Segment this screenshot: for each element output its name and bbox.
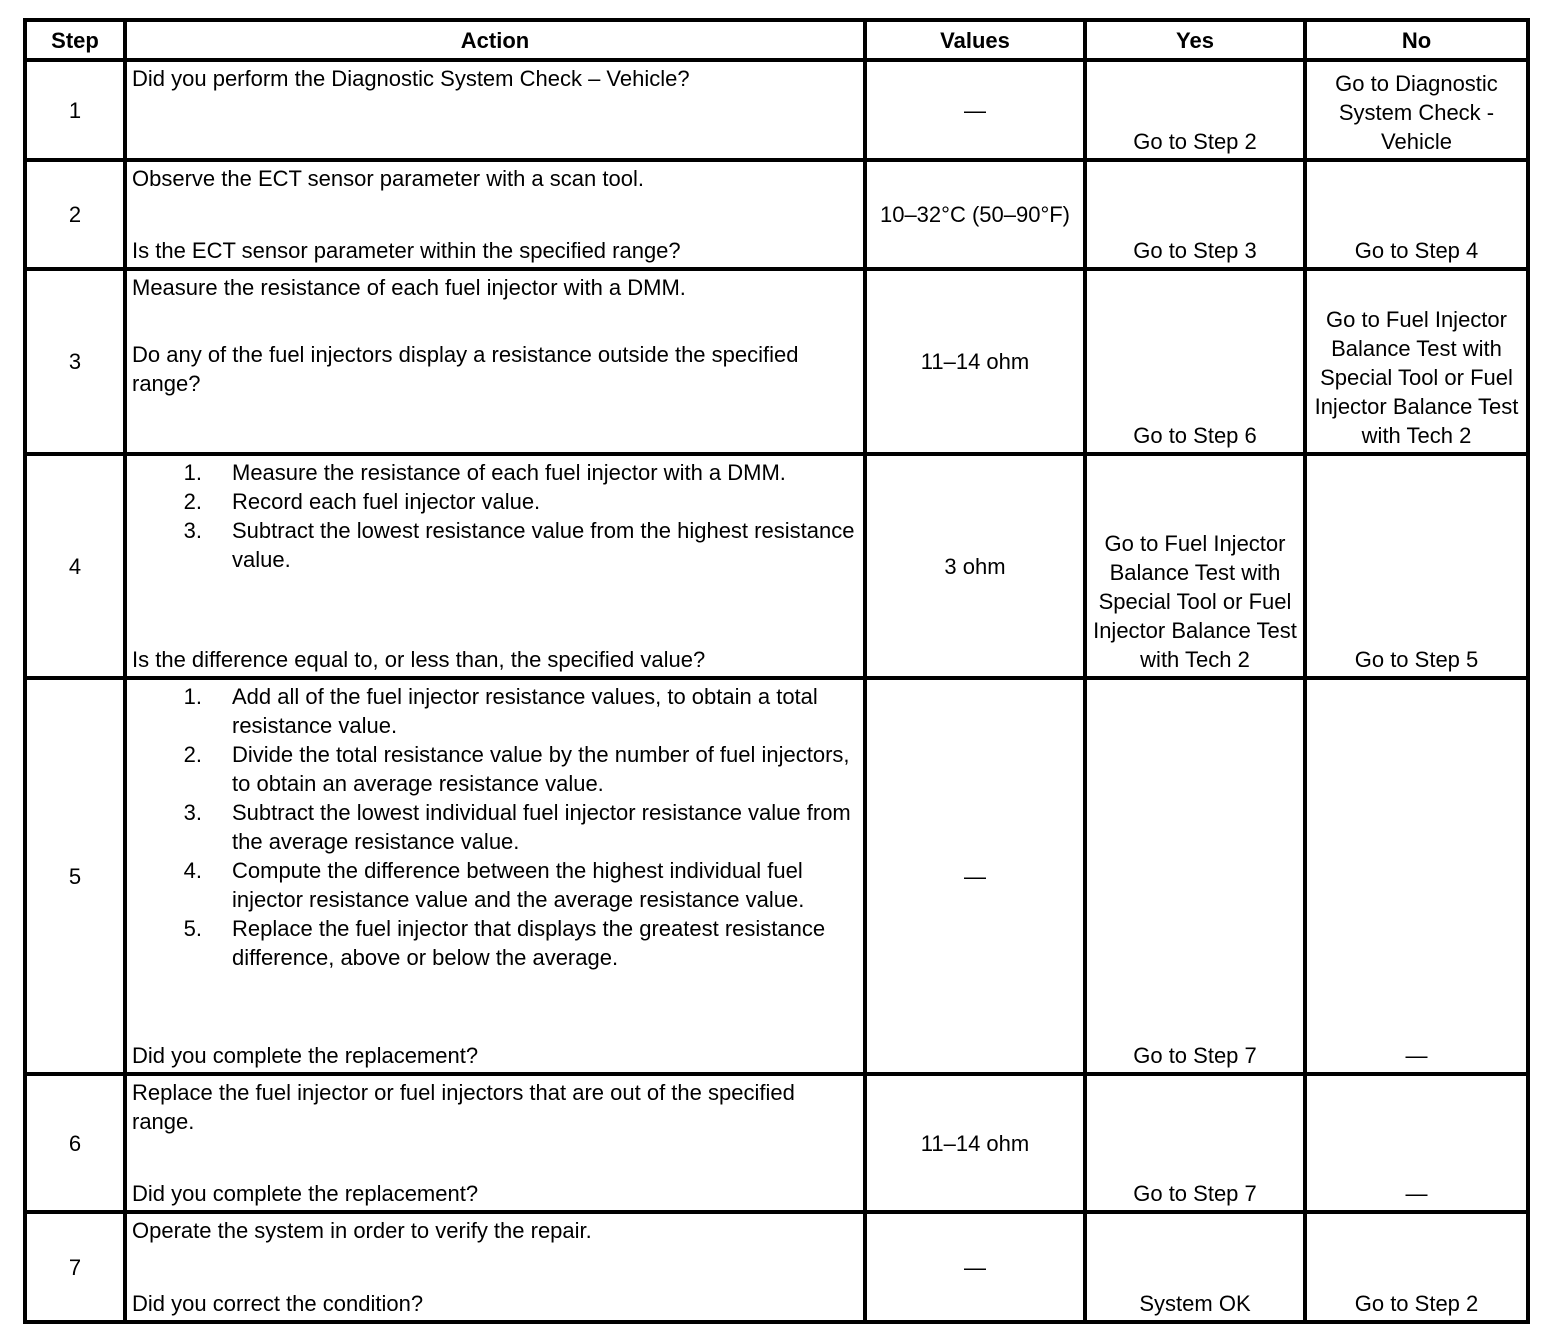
values-cell: 3 ohm: [865, 454, 1085, 678]
values-cell: 11–14 ohm: [865, 1074, 1085, 1212]
values-cell: 10–32°C (50–90°F): [865, 160, 1085, 269]
action-question: Is the ECT sensor parameter within the specified range?: [132, 238, 681, 263]
values-cell: —: [865, 678, 1085, 1074]
list-item: [132, 487, 857, 516]
list-item-number: 2.: [183, 489, 202, 514]
action-intro: Replace the fuel injector or fuel injectors that are out of the specified range.: [132, 1080, 795, 1134]
table-row: [25, 454, 1528, 678]
list-item-number: 3.: [183, 518, 202, 543]
table-row: [25, 678, 1528, 1074]
action-question: Did you complete the replacement?: [132, 1043, 479, 1068]
action-question: Is the difference equal to, or less than, the specified value?: [132, 647, 706, 672]
yes-cell: Go to Step 6: [1085, 269, 1305, 454]
diagnostic-table: [23, 18, 1530, 1324]
list-item: [132, 914, 857, 972]
list-item-number: 2.: [183, 742, 202, 767]
table-row: [25, 1074, 1528, 1212]
action-intro: Measure the resistance of each fuel injector with a DMM.: [132, 275, 686, 300]
yes-cell: Go to Step 3: [1085, 160, 1305, 269]
table-row: [25, 269, 1528, 454]
list-item-text: Compute the difference between the highest individual fuel injector resistance value and the average resistance value.: [232, 858, 805, 912]
list-item-text: Record each fuel injector value.: [232, 489, 541, 514]
list-item-text: Subtract the lowest individual fuel injector resistance value from the average resistance value.: [232, 800, 851, 854]
yes-cell: Go to Fuel Injector Balance Test with Special Tool or Fuel Injector Balance Test with Tech 2: [1085, 454, 1305, 678]
action-intro: Did you perform the Diagnostic System Check – Vehicle?: [132, 66, 690, 91]
table-row: [25, 1212, 1528, 1322]
yes-cell: Go to Step 7: [1085, 678, 1305, 1074]
action-cell: [125, 678, 865, 1074]
no-cell: Go to Step 2: [1305, 1212, 1528, 1322]
step-number: 5: [25, 678, 125, 1074]
list-item-text: Replace the fuel injector that displays the greatest resistance difference, above or below the average.: [232, 916, 826, 970]
no-cell: —: [1305, 678, 1528, 1074]
yes-cell: System OK: [1085, 1212, 1305, 1322]
action-cell: [125, 60, 865, 160]
header-row: [25, 20, 1528, 60]
action-cell: [125, 454, 865, 678]
list-item: [132, 856, 857, 914]
list-item: [132, 740, 857, 798]
step-number: 6: [25, 1074, 125, 1212]
step-number: 7: [25, 1212, 125, 1322]
yes-cell: Go to Step 2: [1085, 60, 1305, 160]
action-question: Did you correct the condition?: [132, 1291, 424, 1316]
header-yes: Yes: [1085, 20, 1305, 60]
header-no: No: [1305, 20, 1528, 60]
table-row: [25, 60, 1528, 160]
list-item-text: Subtract the lowest resistance value from the highest resistance value.: [232, 518, 855, 572]
action-cell: [125, 269, 865, 454]
no-cell: Go to Diagnostic System Check - Vehicle: [1305, 60, 1528, 160]
list-item-number: 4.: [183, 858, 202, 883]
action-cell: [125, 160, 865, 269]
action-intro: Operate the system in order to verify the repair.: [132, 1218, 592, 1243]
list-item-number: 3.: [183, 800, 202, 825]
yes-cell: Go to Step 7: [1085, 1074, 1305, 1212]
list-item: [132, 798, 857, 856]
action-steps-list: [132, 682, 857, 972]
no-cell: Go to Fuel Injector Balance Test with Special Tool or Fuel Injector Balance Test with Tech 2: [1305, 269, 1528, 454]
list-item-number: 5.: [183, 916, 202, 941]
action-cell: [125, 1074, 865, 1212]
step-number: 1: [25, 60, 125, 160]
values-cell: 11–14 ohm: [865, 269, 1085, 454]
list-item-text: Add all of the fuel injector resistance values, to obtain a total resistance value.: [232, 684, 818, 738]
action-cell: [125, 1212, 865, 1322]
values-cell: —: [865, 1212, 1085, 1322]
list-item-number: 1.: [183, 684, 202, 709]
action-question: Did you complete the replacement?: [132, 1181, 479, 1206]
table-row: [25, 160, 1528, 269]
list-item-text: Measure the resistance of each fuel injector with a DMM.: [232, 460, 786, 485]
list-item: [132, 682, 857, 740]
no-cell: Go to Step 4: [1305, 160, 1528, 269]
list-item-number: 1.: [183, 460, 202, 485]
no-cell: —: [1305, 1074, 1528, 1212]
list-item: [132, 458, 857, 487]
step-number: 3: [25, 269, 125, 454]
step-number: 2: [25, 160, 125, 269]
list-item-text: Divide the total resistance value by the number of fuel injectors, to obtain an average resistance value.: [232, 742, 850, 796]
header-step: Step: [25, 20, 125, 60]
no-cell: Go to Step 5: [1305, 454, 1528, 678]
header-values: Values: [865, 20, 1085, 60]
action-intro: Observe the ECT sensor parameter with a scan tool.: [132, 166, 644, 191]
step-number: 4: [25, 454, 125, 678]
action-question: Do any of the fuel injectors display a resistance outside the specified range?: [132, 342, 799, 396]
list-item: [132, 516, 857, 574]
header-action: Action: [125, 20, 865, 60]
action-steps-list: [132, 458, 857, 574]
values-cell: —: [865, 60, 1085, 160]
